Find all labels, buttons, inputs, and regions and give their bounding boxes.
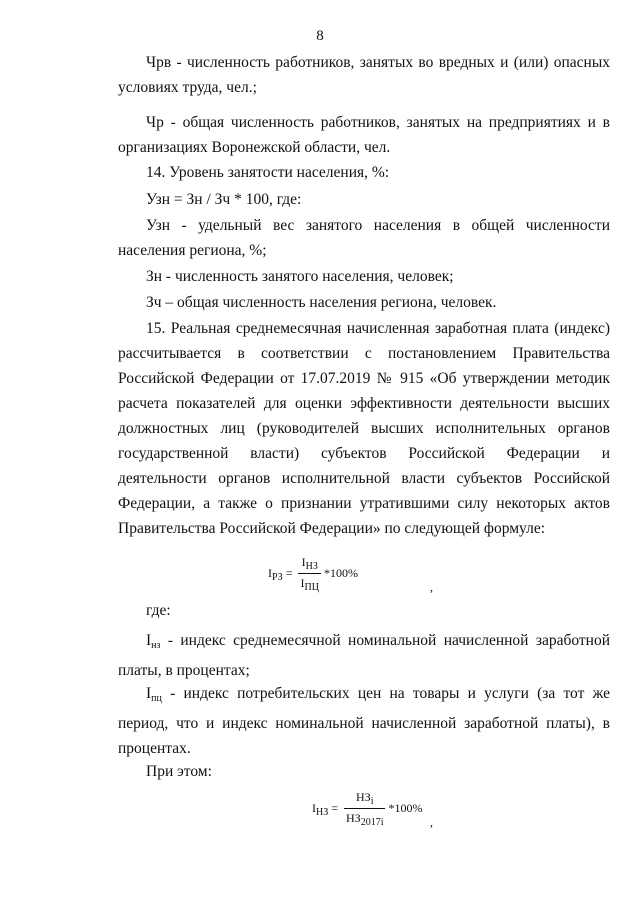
formula-inz xyxy=(312,790,422,828)
paragraph-item-14: 14. Уровень занятости населения, %: xyxy=(146,164,390,181)
formula-inz-comma: , xyxy=(430,815,433,829)
paragraph-item-15: 15. Реальная среднемесячная начисленная заработная плата (индекс) рассчитывается в соответствии с постановлением Правительства Российской Федерации от 17.07.2019 № 915 «Об утверждении методик расчета показателей для оценки эффективности деятельности высших должностных лиц (руководителей высших исполнительных органов государственной власти) субъектов Российской Федерации и деятельности органов исполнительной власти субъектов Российской Федерации, а также о признании утратившими силу некоторых актов Правительства Российской Федерации» по следующей формуле: xyxy=(118,320,610,537)
paragraph-chrv: Чрв - численность работников, занятых во вредных и (или) опасных условиях труда, чел.; xyxy=(118,54,610,96)
formula-irz-eq: = xyxy=(285,565,293,580)
paragraph-where: где: xyxy=(146,602,171,619)
paragraph-pri-etom: При этом: xyxy=(146,763,212,780)
page-number: 8 xyxy=(316,28,324,44)
formula-irz-multiplier: *100% xyxy=(323,565,358,580)
formula-irz-denominator: $I_{ПЦ}$ xyxy=(300,576,319,593)
paragraph-uzn-formula: Узн = Зн / Зч * 100, где: xyxy=(146,191,302,208)
formula-inz-numerator: $НЗ_i$ xyxy=(344,790,385,809)
formula-irz-lhs: $I_{РЗ}$ xyxy=(268,565,283,583)
formula-inz-eq: = xyxy=(331,800,339,815)
formula-irz-numerator: $I_{НЗ}$ xyxy=(298,555,320,574)
formula-inz-lhs: $I_{НЗ}$ xyxy=(312,800,329,818)
paragraph-chr: Чр - общая численность работников, занятых на предприятиях и в организациях Воронежской области, чел. xyxy=(118,114,610,156)
formula-inz-fraction xyxy=(344,790,385,828)
paragraph-inz-def: $I_{нз}$ - индекс среднемесячной номинальной начисленной заработной платы, в процентах; xyxy=(118,632,610,679)
paragraph-ipc-def: $I_{пц}$ - индекс потребительских цен на товары и услуги (за тот же период, что и индекс номинальной начисленной заработной платы), в процентах. xyxy=(118,685,610,757)
formula-irz-comma: , xyxy=(430,580,433,594)
formula-inz-denominator: $НЗ_{2017i}$ xyxy=(346,811,384,828)
formula-irz xyxy=(268,555,358,593)
formula-irz-fraction xyxy=(298,555,320,593)
paragraph-zch-def: Зч – общая численность населения региона, человек. xyxy=(146,294,497,311)
paragraph-uzn-def: Узн - удельный вес занятого населения в общей численности населения региона, %; xyxy=(118,217,610,259)
formula-inz-multiplier: *100% xyxy=(388,800,423,815)
paragraph-zn-def: Зн - численность занятого населения, человек; xyxy=(146,268,454,285)
